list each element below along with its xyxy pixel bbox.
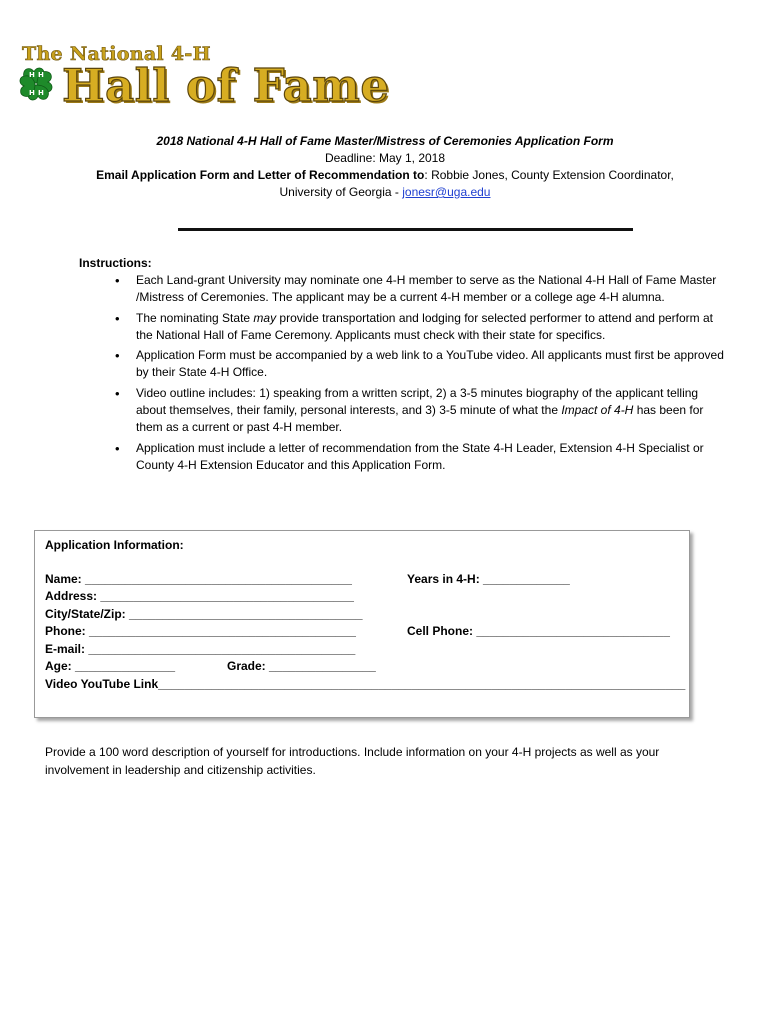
divider (178, 228, 633, 231)
age-field[interactable]: Age: _______________ (45, 659, 176, 673)
instructions-list (118, 272, 728, 477)
logo-line1: The National 4-H (22, 43, 211, 65)
city-state-zip-field[interactable]: City/State/Zip: ___________________________________ (45, 607, 363, 621)
years-in-4h-field[interactable]: Years in 4-H: _____________ (407, 572, 570, 586)
list-item: • Application Form must be accompanied by a web link to a YouTube video. All applicants must first be approved by their State 4-H Office. (118, 347, 728, 382)
list-item: • Each Land-grant University may nominate one 4-H member to serve as the National 4-H Hall of Fame Master /Mistress of Ceremonies. The applicant may be a current 4-H member or a college age 4-H alumna. (118, 272, 728, 307)
form-title: 2018 National 4-H Hall of Fame Master/Mistress of Ceremonies Application Form (156, 134, 614, 148)
application-title: Application Information: (45, 538, 184, 552)
instructions-title: Instructions: (79, 256, 152, 270)
email-link[interactable]: jonesr@uga.edu (402, 185, 491, 199)
hall-of-fame-logo (14, 40, 390, 116)
email-field[interactable]: E-mail: ________________________________________ (45, 642, 356, 656)
grade-field[interactable]: Grade: ________________ (227, 659, 376, 673)
email-recipient: Robbie Jones, County Extension Coordinator, (431, 168, 674, 182)
organization: University of Georgia - (279, 185, 403, 199)
deadline: Deadline: May 1, 2018 (324, 151, 446, 165)
video-youtube-link-field[interactable]: Video YouTube Link_______________________________________________________________________________ (45, 677, 686, 691)
logo-line2: Hall of Fame (62, 59, 390, 112)
svg-text:H: H (29, 89, 35, 97)
svg-text:H: H (38, 89, 44, 97)
list-item: • Video outline includes: 1) speaking from a written script, 2) a 3-5 minutes biography of the applicant telling about themselves, their family, personal interests, and 3) 3-5 minute of what the Impact of 4-H has been for them as a current or past 4-H member. (118, 385, 728, 437)
email-label: Email Application Form and Letter of Recommendation to (96, 168, 425, 182)
address-field[interactable]: Address: ______________________________________ (45, 589, 354, 603)
organization-line (0, 184, 770, 201)
list-item: • The nominating State may provide transportation and lodging for selected performer to attend and perform at the National Hall of Fame Ceremony. Applicants must check with their state for specifics. (118, 310, 728, 345)
cell-phone-field[interactable]: Cell Phone: _____________________________ (407, 624, 670, 638)
list-item: • Application must include a letter of recommendation from the State 4-H Leader, Extension 4-H Specialist or County 4-H Extension Educator and this Application Form. (118, 440, 728, 475)
application-information-box (34, 530, 690, 718)
name-field[interactable]: Name: ________________________________________ (45, 572, 352, 586)
phone-field[interactable]: Phone: ________________________________________ (45, 624, 356, 638)
svg-text:H: H (29, 71, 35, 79)
four-leaf-clover-icon (14, 62, 58, 106)
email-instructions: Email Application Form and Letter of Recommendation to: Robbie Jones, County Extension Coordinator, (96, 168, 674, 182)
description-prompt: Provide a 100 word description of yourself for introductions. Include information on your 4-H projects as well as your involvement in leadership and citizenship activities. (45, 745, 660, 777)
svg-text:H: H (38, 71, 44, 79)
